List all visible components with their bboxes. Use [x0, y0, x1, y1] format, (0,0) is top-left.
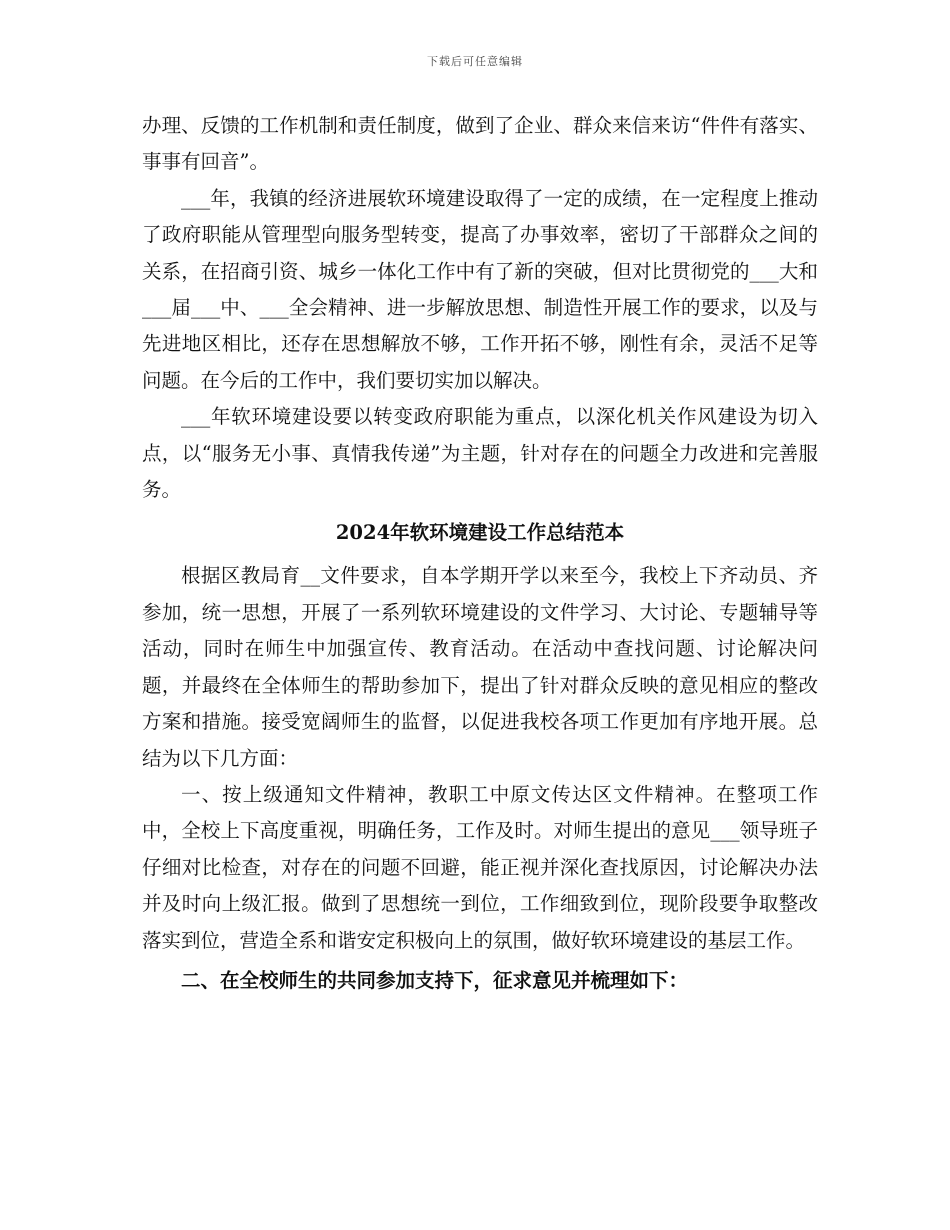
paragraph-continuation: 办理、反馈的工作机制和责任制度，做到了企业、群众来信来访“件件有落实、事事有回音”。	[142, 114, 818, 174]
document-body	[142, 108, 818, 999]
section-title: 2024年软环境建设工作总结范本	[335, 521, 625, 545]
bold-heading-point-two: 二、在全校师生的共同参加支持下，征求意见并梳理如下：	[181, 968, 689, 992]
paragraph-plan: ___年软环境建设要以转变政府职能为重点，以深化机关作风建设为切入点，以“服务无小事、真情我传递”为主题，针对存在的问题全力改进和完善服务。	[142, 405, 818, 502]
page-header: 下载后可任意编辑	[427, 55, 523, 68]
paragraph-point-one: 一、按上级通知文件精神，教职工中原文传达区文件精神。在整项工作中，全校上下高度重视，明确任务，工作及时。对师生提出的意见___领导班子仔细对比检查，对存在的问题不回避，能正视并深化查找原因，讨论解决办法并及时向上级汇报。做到了思想统一到位，工作细致到位，现阶段要争取整改落实到位，营造全系和谐安定积极向上的氛围，做好软环境建设的基层工作。	[142, 782, 818, 952]
paragraph-achievements: ___年，我镇的经济进展软环境建设取得了一定的成绩，在一定程度上推动了政府职能从管理型向服务型转变，提高了办事效率，密切了干部群众之间的关系，在招商引资、城乡一体化工作中有了新的突破，但对比贯彻党的___大和___届___中、___全会精神、进一步解放思想、制造性开展工作的要求，以及与先进地区相比，还存在思想解放不够，工作开拓不够，刚性有余，灵活不足等问题。在今后的工作中，我们要切实加以解决。	[142, 186, 818, 392]
paragraph-intro: 根据区教局育__文件要求，自本学期开学以来至今，我校上下齐动员、齐参加，统一思想，开展了一系列软环境建设的文件学习、大讨论、专题辅导等活动，同时在师生中加强宣传、教育活动。在活动中查找问题、讨论解决问题，并最终在全体师生的帮助参加下，提出了针对群众反映的意见相应的整改方案和措施。接受宽阔师生的监督，以促进我校各项工作更加有序地开展。总结为以下几方面：	[142, 564, 818, 770]
